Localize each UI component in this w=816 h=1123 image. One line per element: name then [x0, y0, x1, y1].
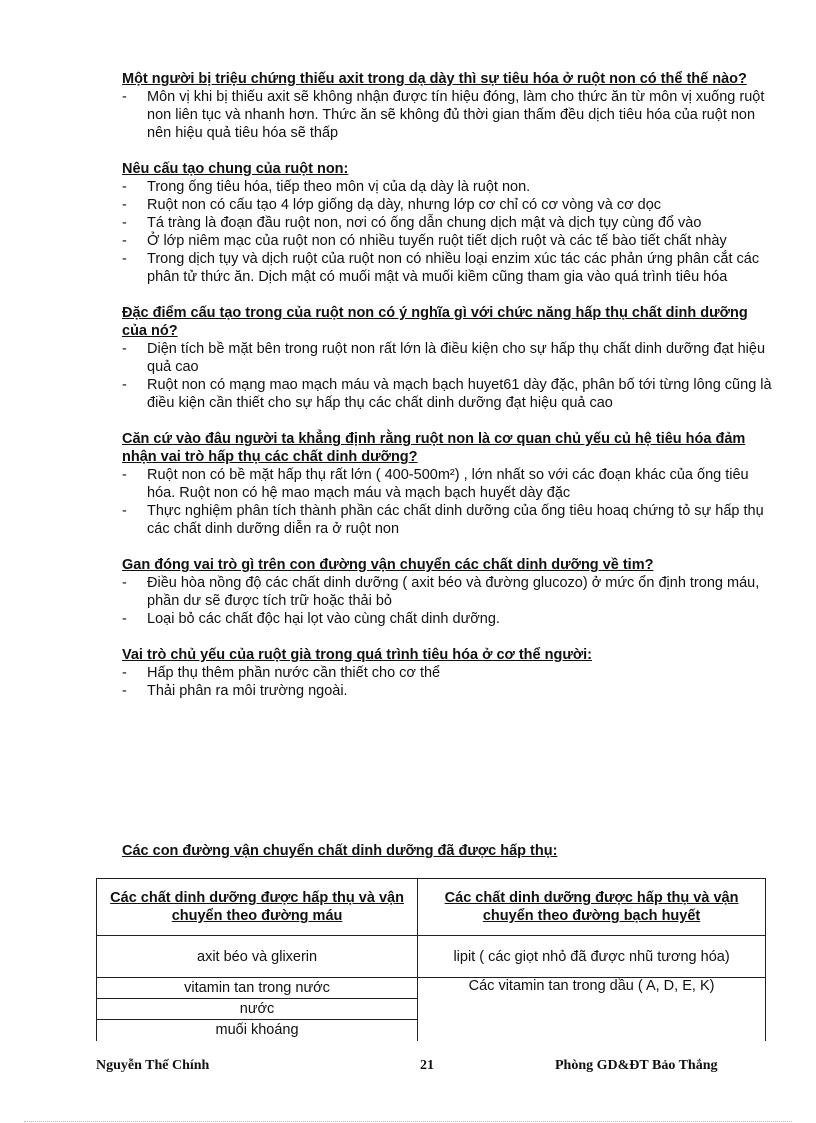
answer-item: - Môn vị khi bị thiếu axit sẽ không nhận được tín hiệu đóng, làm cho thức ăn từ môn vị xuống ruột non liên tục và nhanh hơn. Thức ăn sẽ không đủ thời gian thấm đều dịch tiêu hóa của ruột non nên hiệu quả tiêu hóa sẽ thấp — [122, 88, 772, 142]
question-heading: Gan đóng vai trò gì trên con đường vận chuyển các chất dinh dưỡng về tim? — [122, 557, 654, 573]
table-cell: muối khoáng — [97, 1020, 418, 1041]
qa-section-6 — [122, 646, 772, 700]
answer-list — [122, 574, 772, 628]
answer-item: - Ở lớp niêm mạc của ruột non có nhiều tuyến ruột tiết dịch ruột và các tế bào tiết chất nhày — [122, 232, 772, 250]
table-cell: vitamin tan trong nước — [97, 978, 418, 999]
footer-organization: Phòng GD&ĐT Bảo Thắng — [555, 1058, 718, 1073]
answer-item: - Thải phân ra môi trường ngoài. — [122, 682, 772, 700]
answer-list — [122, 340, 772, 412]
table-cell: lipit ( các giọt nhỏ đã được nhũ tương hóa) — [418, 936, 766, 978]
table-header-row — [97, 879, 766, 936]
document-body — [122, 70, 772, 718]
answer-item: - Thực nghiệm phân tích thành phần các chất dinh dưỡng của ống tiêu hoaq chứng tỏ sự hấp thụ các chất dinh dưỡng diễn ra ở ruột non — [122, 502, 772, 538]
answer-item: - Trong dịch tụy và dịch ruột của ruột non có nhiều loại enzim xúc tác các phản ứng phân cắt các phân tử thức ăn. Dịch mật có muối mật và muối kiềm cũng tham gia vào quá trình tiêu hóa — [122, 250, 772, 286]
qa-section-4 — [122, 430, 772, 538]
qa-section-2 — [122, 160, 772, 286]
answer-item: - Điều hòa nồng độ các chất dinh dưỡng ( axit béo và đường glucozo) ở mức ổn định trong máu, phần dư sẽ được tích trữ hoặc thải bỏ — [122, 574, 772, 610]
question-heading: Căn cứ vào đâu người ta khẳng định rằng ruột non là cơ quan chủ yếu củ hệ tiêu hóa đảm nhận vai trò hấp thụ các chất dinh dưỡng? — [122, 431, 746, 465]
answer-item: - Trong ống tiêu hóa, tiếp theo môn vị của dạ dày là ruột non. — [122, 178, 772, 196]
table-cell: axit béo và glixerin — [97, 936, 418, 978]
question-heading: Một người bị triệu chứng thiếu axit trong dạ dày thì sự tiêu hóa ở ruột non có thể thế nào? — [122, 71, 747, 87]
question-heading: Đặc điểm cấu tạo trong của ruột non có ý nghĩa gì với chức năng hấp thụ chất dinh dưỡng của nó? — [122, 305, 748, 339]
answer-item: - Tá tràng là đoạn đầu ruột non, nơi có ống dẫn chung dịch mật và dịch tụy cùng đổ vào — [122, 214, 772, 232]
question-heading: Nêu cấu tạo chung của ruột non: — [122, 161, 349, 177]
table-cell: nước — [97, 999, 418, 1020]
answer-list — [122, 178, 772, 286]
table-row — [97, 978, 766, 999]
qa-section-1 — [122, 70, 772, 142]
table-cell: Các vitamin tan trong dầu ( A, D, E, K) — [418, 978, 766, 1041]
answer-item: - Loại bỏ các chất độc hại lọt vào cùng chất dinh dưỡng. — [122, 610, 772, 628]
answer-item: - Diện tích bề mặt bên trong ruột non rất lớn là điều kiện cho sự hấp thụ chất dinh dưỡng đạt hiệu quả cao — [122, 340, 772, 376]
answer-list — [122, 664, 772, 700]
table-title: Các con đường vận chuyển chất dinh dưỡng đã được hấp thụ: — [122, 843, 558, 859]
page-number: 21 — [420, 1058, 434, 1073]
table-row — [97, 936, 766, 978]
answer-item: - Hấp thụ thêm phần nước cần thiết cho cơ thể — [122, 664, 772, 682]
answer-item: - Ruột non có mạng mao mạch máu và mạch bạch huyet61 dày đặc, phân bố tới từng lông cũng là điều kiện cần thiết cho sự hấp thụ các chất dinh dưỡng đạt hiệu quả cao — [122, 376, 772, 412]
nutrient-transport-table — [96, 878, 766, 1041]
answer-list — [122, 466, 772, 538]
qa-section-5 — [122, 556, 772, 628]
footer-author: Nguyễn Thế Chính — [96, 1058, 210, 1073]
question-heading: Vai trò chủ yếu của ruột già trong quá trình tiêu hóa ở cơ thể người: — [122, 647, 593, 663]
answer-item: - Ruột non có bề mặt hấp thụ rất lớn ( 400-500m²) , lớn nhất so với các đoạn khác của ống tiêu hóa. Ruột non có hệ mao mạch máu và mạch bạch huyết dày đặc — [122, 466, 772, 502]
header-lymph: Các chất dinh dưỡng được hấp thụ và vận chuyển theo đường bạch huyết — [418, 879, 766, 936]
page-divider — [24, 1121, 792, 1122]
answer-list — [122, 88, 772, 142]
qa-section-3 — [122, 304, 772, 412]
answer-item: - Ruột non có cấu tạo 4 lớp giống dạ dày, nhưng lớp cơ chỉ có cơ vòng và cơ dọc — [122, 196, 772, 214]
header-blood: Các chất dinh dưỡng được hấp thụ và vận chuyển theo đường máu — [97, 879, 418, 936]
